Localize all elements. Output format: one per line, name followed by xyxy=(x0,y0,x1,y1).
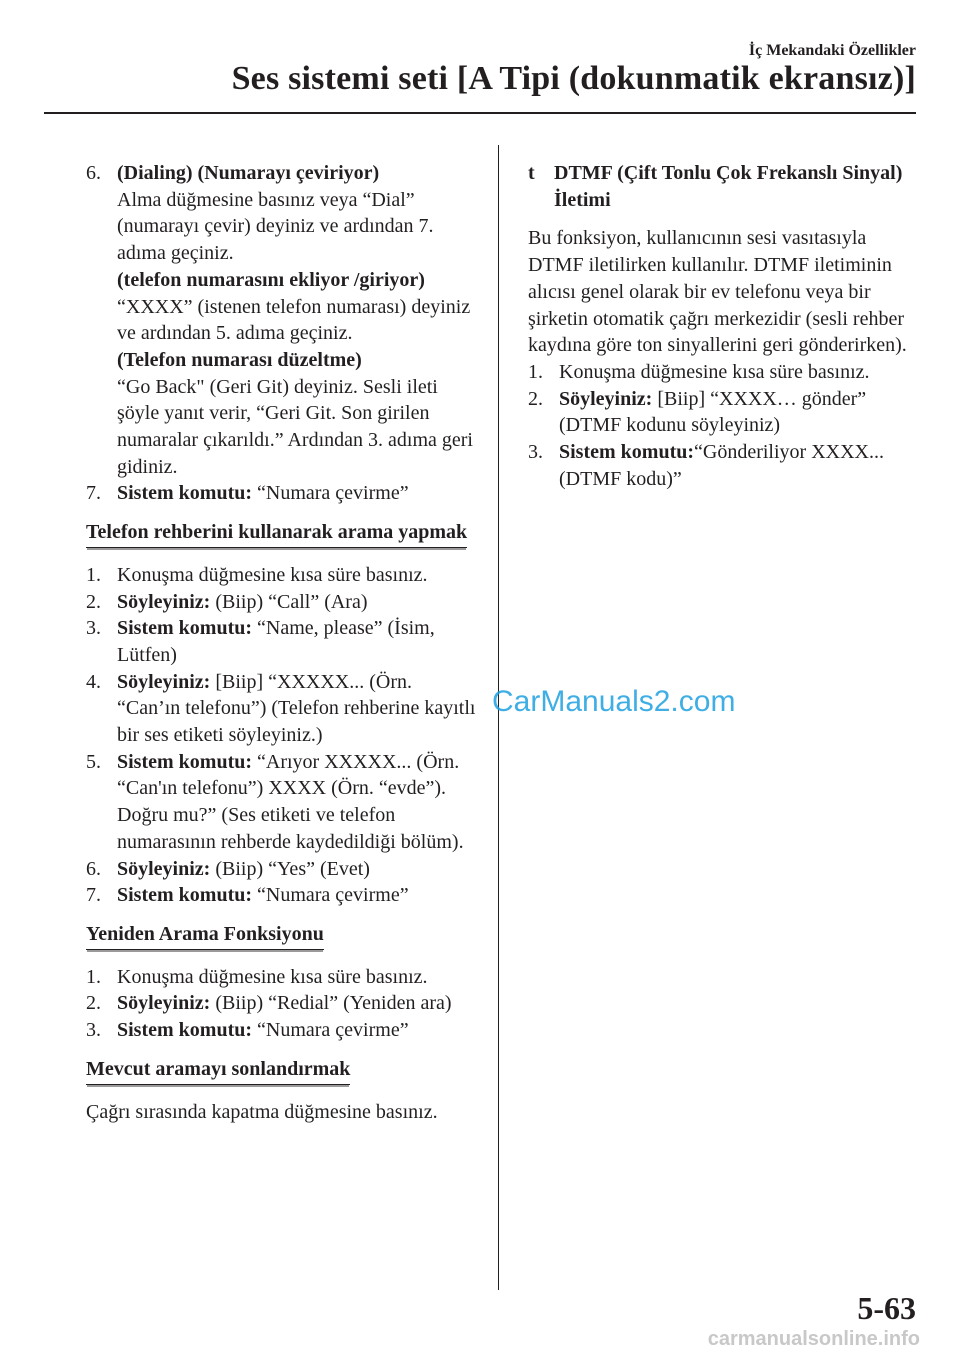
item-label: Sistem komutu: xyxy=(117,884,253,907)
item-label: Sistem komutu: xyxy=(117,1019,253,1042)
item-number: 6. xyxy=(86,162,101,184)
item-text: “Numara çevirme” xyxy=(252,1019,409,1042)
list-item xyxy=(86,589,478,616)
subheading: (telefon numarasını ekliyor /giriyor) xyxy=(117,268,425,291)
item-number: 1. xyxy=(528,360,543,383)
list-item xyxy=(86,615,478,668)
item-number: 6. xyxy=(86,857,101,880)
item-body xyxy=(117,882,478,909)
item-number: 2. xyxy=(528,387,543,410)
section-heading-block xyxy=(86,1056,478,1085)
list-item xyxy=(86,964,478,991)
item-text: Konuşma düğmesine kısa süre basınız. xyxy=(559,360,870,383)
list-item xyxy=(86,990,478,1017)
item-body xyxy=(117,615,478,668)
item-number: 5. xyxy=(86,750,101,773)
section-heading: Mevcut aramayı sonlandırmak xyxy=(86,1056,350,1085)
right-column xyxy=(528,160,920,492)
list-item xyxy=(86,856,478,883)
dtmf-heading xyxy=(528,160,920,213)
item-body xyxy=(117,1017,478,1044)
item-text: (Biip) “Yes” (Evet) xyxy=(210,857,370,880)
item-label: Söyleyiniz: xyxy=(117,992,211,1015)
list-item xyxy=(528,386,920,439)
item-number: 2. xyxy=(86,992,101,1015)
item-label: Söyleyiniz: xyxy=(117,670,211,693)
item-text: Konuşma düğmesine kısa süre basınız. xyxy=(117,563,428,586)
item-body xyxy=(117,990,478,1017)
item-text: Konuşma düğmesine kısa süre basınız. xyxy=(117,965,428,988)
item-number: 3. xyxy=(86,1019,101,1042)
list-item-dialing xyxy=(86,160,478,480)
item-number: 1. xyxy=(86,563,101,586)
item-label: Sistem komutu: xyxy=(559,441,695,464)
chapter-title: İç Mekandaki Özellikler xyxy=(748,42,916,59)
item-text: “Gönderiliyor XXXX... (DTMF kodu)” xyxy=(559,441,884,490)
footer-watermark: carmanualsonline.info xyxy=(707,1328,920,1350)
list-item xyxy=(86,749,478,856)
item-body xyxy=(559,439,920,492)
section-heading-block xyxy=(86,519,478,548)
item-body xyxy=(559,359,920,386)
item-number: 1. xyxy=(86,965,101,988)
item-body xyxy=(559,386,920,439)
section-heading: DTMF (Çift Tonlu Çok Frekanslı Sinyal) İletimi xyxy=(554,162,903,211)
item-text: “Go Back" (Geri Git) deyiniz. Sesli ileti şöyle yanıt verir, “Geri Git. Son girilen numaralar çıkarıldı.” Ardından 3. adıma geri gidiniz. xyxy=(117,375,473,478)
item-label: Sistem komutu: xyxy=(117,617,253,640)
bullet-marker: t xyxy=(528,162,535,184)
item-body xyxy=(117,669,478,749)
item-text: “Name, please” (İsim, Lütfen) xyxy=(117,617,435,666)
item-number: 3. xyxy=(86,617,101,640)
item-number: 2. xyxy=(86,590,101,613)
paragraph: Çağrı sırasında kapatma düğmesine basınız. xyxy=(86,1100,438,1123)
item-text: “Numara çevirme” xyxy=(252,482,409,505)
section-heading: Telefon rehberini kullanarak arama yapmak xyxy=(86,519,467,548)
item-text: “Arıyor XXXXX... (Örn. “Can'ın telefonu”) XXXX (Örn. “evde”). Doğru mu?” (Ses etiketi ve telefon numarasının rehberde kaydedildiği bölüm). xyxy=(117,750,464,853)
list-item xyxy=(86,882,478,909)
item-body xyxy=(117,562,478,589)
header-rule xyxy=(44,112,916,114)
item-label: Söyleyiniz: xyxy=(117,590,211,613)
item-body xyxy=(117,480,478,507)
item-body xyxy=(117,964,478,991)
item-number: 4. xyxy=(86,670,101,693)
section-heading: Yeniden Arama Fonksiyonu xyxy=(86,921,324,950)
item-text: “Numara çevirme” xyxy=(252,884,409,907)
item-body xyxy=(117,589,478,616)
item-label: Sistem komutu: xyxy=(117,750,253,773)
item-text: [Biip] “XXXX… gönder” (DTMF kodunu söyleyiniz) xyxy=(559,387,867,437)
item-body xyxy=(117,856,478,883)
list-item xyxy=(528,359,920,386)
item-text: Alma düğmesine basınız veya “Dial” (numarayı çevir) deyiniz ve ardından 7. adıma geçiniz. xyxy=(117,188,434,265)
item-label: Sistem komutu: xyxy=(117,482,253,505)
item-text: (Biip) “Call” (Ara) xyxy=(210,590,368,613)
item-text: (Biip) “Redial” (Yeniden ara) xyxy=(210,992,452,1015)
section-heading-block xyxy=(86,921,478,950)
subheading: (Dialing) (Numarayı çeviriyor) xyxy=(117,162,380,184)
left-column xyxy=(86,160,478,1125)
item-text: “XXXX” (istenen telefon numarası) deyiniz ve ardından 5. adıma geçiniz. xyxy=(117,295,471,345)
item-number: 7. xyxy=(86,884,101,907)
item-text: [Biip] “XXXXX... (Örn. “Can’ın telefonu”) (Telefon rehberine kayıtlı bir ses etiketi söyleyiniz.) xyxy=(117,670,476,747)
page-title: Ses sistemi seti [A Tipi (dokunmatik ekransız)] xyxy=(231,60,916,97)
list-item xyxy=(86,562,478,589)
list-item xyxy=(528,439,920,492)
list-item xyxy=(86,669,478,749)
item-body xyxy=(117,160,478,480)
list-item xyxy=(86,1017,478,1044)
watermark: CarManuals2.com xyxy=(492,685,736,718)
item-number: 3. xyxy=(528,441,543,464)
subheading: (Telefon numarası düzeltme) xyxy=(117,348,362,371)
item-label: Söyleyiniz: xyxy=(117,857,211,880)
list-item xyxy=(86,480,478,507)
item-label: Söyleyiniz: xyxy=(559,387,653,410)
page-number: 5-63 xyxy=(857,1290,916,1326)
item-body xyxy=(117,749,478,856)
item-number: 7. xyxy=(86,482,101,505)
paragraph: Bu fonksiyon, kullanıcının sesi vasıtasıyla DTMF iletilirken kullanılır. DTMF iletiminin alıcısı genel olarak bir ev telefonu veya bir şirketin otomatik çağrı merkezidir (sesli rehber kaydına göre ton sinyallerini geri gönderirken). xyxy=(528,227,907,357)
